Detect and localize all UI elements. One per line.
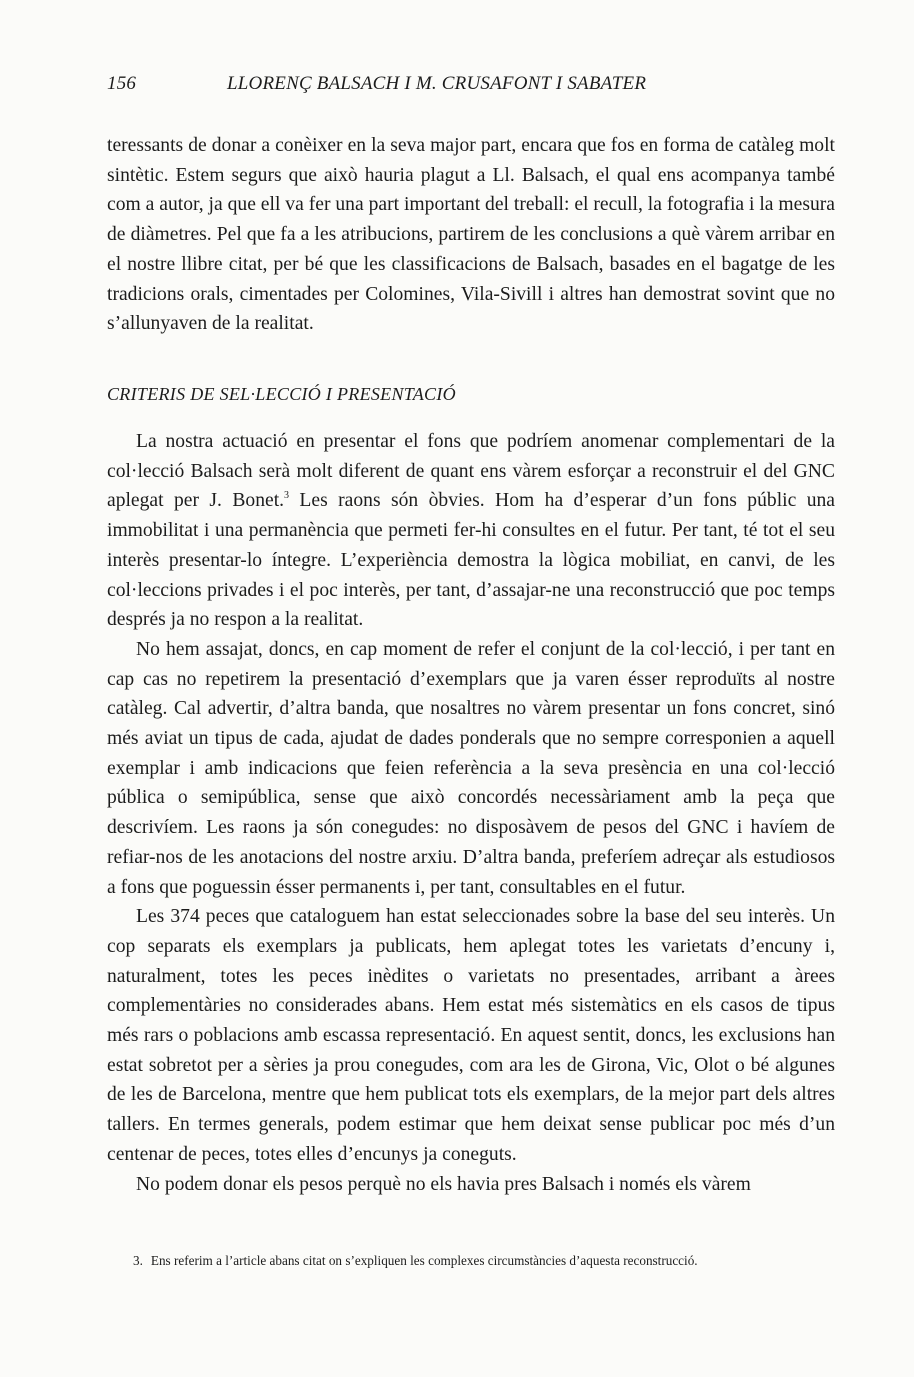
paragraph-1-text: La nostra actuació en presentar el fons que podríem anomenar complementari de la col·lecció Balsach serà molt diferent de quant ens vàrem esforçar a reconstruir el del GNC aplegat per J. Bonet. bbox=[107, 431, 835, 512]
paragraph-4: No podem donar els pesos perquè no els havia pres Balsach i només els vàrem bbox=[136, 1173, 751, 1195]
footnote-number: 3. bbox=[133, 1253, 143, 1268]
page-number: 156 bbox=[107, 73, 137, 94]
section-heading: CRITERIS DE SEL·LECCIÓ I PRESENTACIÓ bbox=[107, 384, 456, 404]
footnote bbox=[133, 1252, 835, 1270]
footnote-reference[interactable]: 3 bbox=[284, 490, 290, 502]
paragraph-1 bbox=[107, 427, 835, 635]
footnote-text: Ens referim a l’article abans citat on s’expliquen les complexes circumstàncies d’aquesta reconstrucció. bbox=[150, 1253, 698, 1268]
intro-paragraph: teressants de donar a conèixer en la seva major part, encara que fos en forma de catàleg molt sintètic. Estem segurs que això hauria plagut a Ll. Balsach, el qual ens acompanya també com a autor, ja que ell va fer una part important del treball: el recull, la fotografia i la mesura de diàmetres. Pel que fa a les atribucions, partirem de les conclusions a què vàrem arribar en el nostre llibre citat, per bé que les classificacions de Balsach, basades en el bagatge de les tradicions orals, cimentades per Colomines, Vila-Sivill i altres han demostrat sovint que no s’allunyaven de la realitat. bbox=[107, 135, 835, 335]
section-body bbox=[107, 427, 835, 1199]
paragraph-1-text-continued: Les raons són òbvies. Hom ha d’esperar d’un fons públic una immobilitat i una permanència que permeti fer-hi consultes en el futur. Per tant, té tot el seu interès presentar-lo íntegre. L’experiència demostra la lògica mobiliat, en canvi, de les col·leccions privades i el poc interès, per tant, d’assajar-ne una reconstrucció que poc temps després ja no respon a la realitat. bbox=[107, 490, 835, 631]
paragraph-2: No hem assajat, doncs, en cap moment de refer el conjunt de la col·lecció, i per tant en cap cas no repetirem la presentació d’exemplars que ja varen ésser reproduïts al nostre catàleg. Cal advertir, d’altra banda, que nosaltres no vàrem presentar un fons concret, sinó més aviat un tipus de cada, ajudat de dades ponderals que no sempre corresponien a aquell exemplar i amb indicacions que feien referència a la seva presència en una col·lecció pública o semipública, sense que això concordés necessàriament amb la peça que descrivíem. Les raons ja són conegudes: no disposàvem de pesos del GNC i havíem de refiar-nos de les anotacions del nostre arxiu. D’altra banda, preferíem adreçar als estudiosos a fons que poguessin ésser permanents i, per tant, consultables en el futur. bbox=[107, 638, 835, 898]
paragraph-3: Les 374 peces que cataloguem han estat seleccionades sobre la base del seu interès. Un cop separats els exemplars ja publicats, hem aplegat totes les varietats d’encuny i, naturalment, totes les peces inèdites o varietats no presentades, arribant a àrees complementàries no considerades abans. Hem estat més sistemàtics en els casos de tipus més rars o poblacions amb escassa representació. En aquest sentit, doncs, les exclusions han estat sobretot per a sèries ja prou conegudes, com ara les de Girona, Vic, Olot o bé algunes de les de Barcelona, mentre que hem publicat tots els exemplars, de la mejor part dels altres tallers. En termes generals, podem estimar que hem deixat sense publicar poc més d’un centenar de peces, totes elles d’encunys ja coneguts. bbox=[107, 906, 835, 1165]
running-title-authors: LLORENÇ BALSACH I M. CRUSAFONT I SABATER bbox=[227, 73, 647, 94]
